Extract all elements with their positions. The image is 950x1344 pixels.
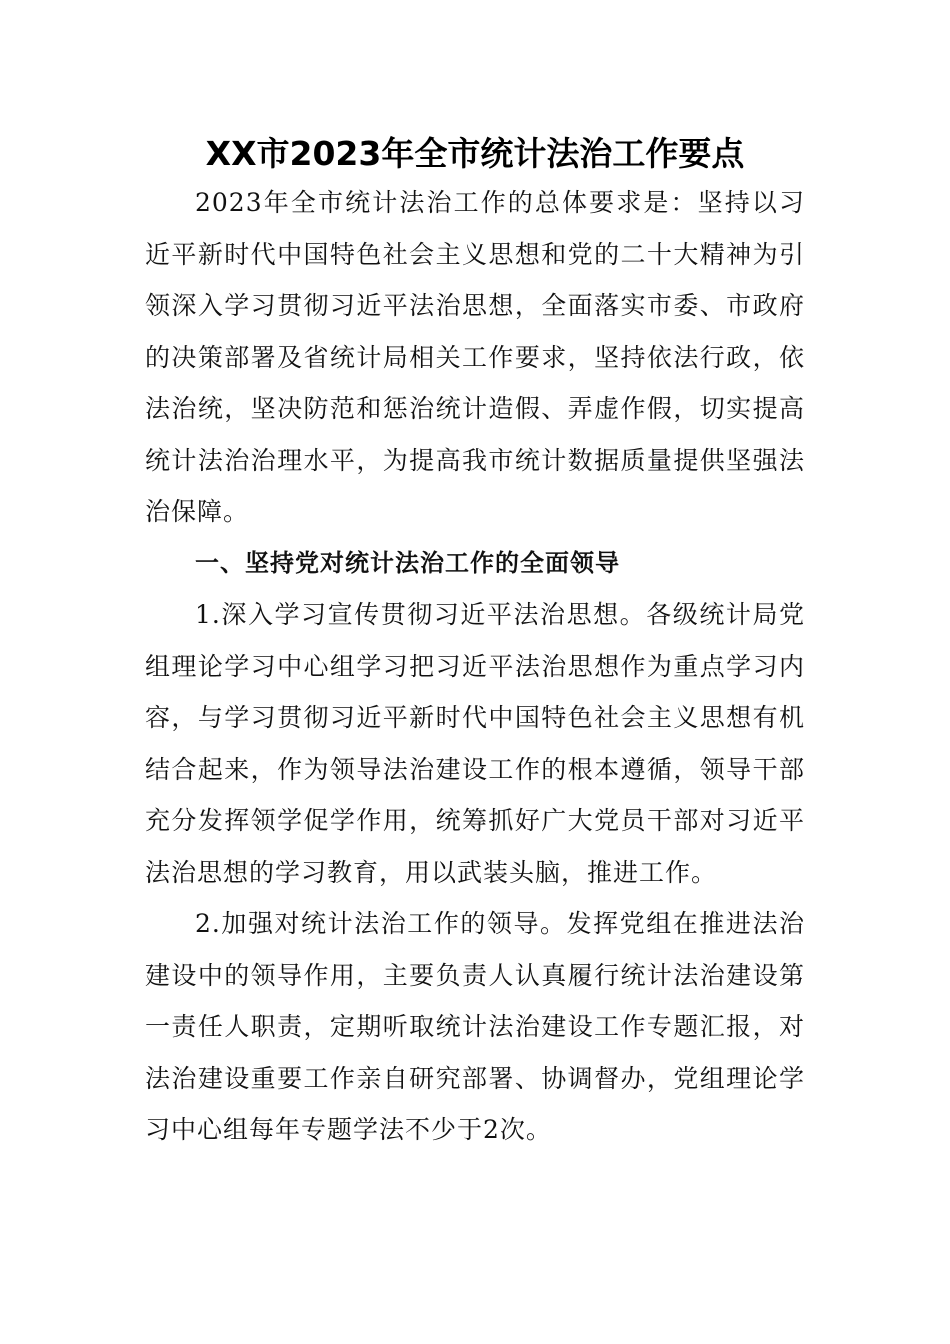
document-title: XX市2023年全市统计法治工作要点 — [205, 134, 745, 173]
item-paragraph-1: 1.深入学习宣传贯彻习近平法治思想。各级统计局党组理论学习中心组学习把习近平法治思想作为重点学习内容，与学习贯彻习近平新时代中国特色社会主义思想有机结合起来，作为领导法治建设工作的根本遵循，领导干部充分发挥领学促学作用，统筹抓好广大党员干部对习近平法治思想的学习教育，用以武装头脑，推进工作。 — [145, 600, 805, 887]
intro-paragraph: 2023年全市统计法治工作的总体要求是：坚持以习近平新时代中国特色社会主义思想和党的二十大精神为引领深入学习贯彻习近平法治思想，全面落实市委、市政府的决策部署及省统计局相关工作要求，坚持依法行政，依法治统，坚决防范和惩治统计造假、弄虚作假，切实提高统计法治治理水平，为提高我市统计数据质量提供坚强法治保障。 — [145, 188, 805, 526]
item-paragraph-2: 2.加强对统计法治工作的领导。发挥党组在推进法治建设中的领导作用，主要负责人认真履行统计法治建设第一责任人职责，定期听取统计法治建设工作专题汇报，对法治建设重要工作亲自研究部署、协调督办，党组理论学习中心组每年专题学法不少于2次。 — [145, 909, 805, 1144]
section-heading-1: 一、坚持党对统计法治工作的全面领导 — [195, 548, 620, 577]
document-body — [145, 160, 805, 1156]
